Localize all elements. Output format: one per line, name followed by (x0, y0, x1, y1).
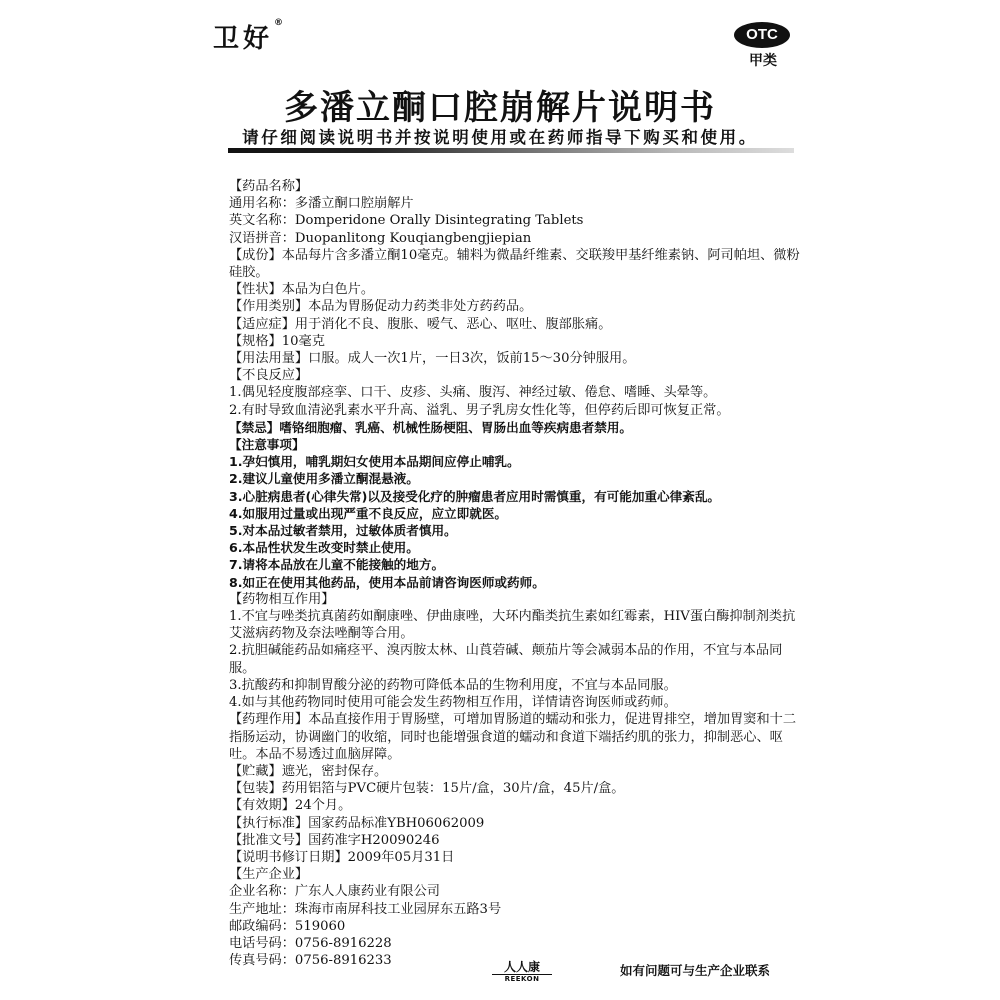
leaflet-line: 【批准文号】国药准字H20090246 (229, 832, 440, 848)
leaflet-line: 电话号码：0756-8916228 (229, 935, 392, 951)
leaflet-line: 【成份】本品每片含多潘立酮10毫克。辅料为微晶纤维素、交联羧甲基纤维素钠、阿司帕坦、微粉硅胶。 (229, 247, 800, 281)
contact-note: 如有问题可与生产企业联系 (620, 963, 771, 978)
leaflet-line: 【性状】本品为白色片。 (229, 282, 375, 298)
leaflet-line: 1.不宜与唑类抗真菌药如酮康唑、伊曲康唑，大环内酯类抗生素如红霉素，HIV蛋白酶抑制剂类抗艾滋病药物及奈法唑酮等合用。 (229, 609, 796, 642)
document-subtitle: 请仔细阅读说明书并按说明使用或在药师指导下购买和使用。 (242, 128, 758, 147)
leaflet-line: 【规格】10毫克 (229, 333, 325, 349)
leaflet-line: 【注意事项】 (229, 437, 305, 453)
brand-logo (213, 18, 283, 55)
leaflet-line: 【生产企业】 (229, 867, 309, 883)
leaflet-line: 4.如服用过量或出现严重不良反应，应立即就医。 (229, 505, 508, 521)
leaflet-line: 6.本品性状发生改变时禁止使用。 (229, 540, 419, 556)
leaflet-line: 【执行标准】国家药品标准YBH06062009 (229, 815, 485, 831)
leaflet-body (229, 178, 800, 969)
leaflet-line: 1.偶见轻度腹部痉挛、口干、皮疹、头痛、腹泻、神经过敏、倦怠、嗜睡、头晕等。 (229, 385, 717, 401)
leaflet-line: 【作用类别】本品为胃肠促动力药类非处方药药品。 (229, 299, 533, 315)
leaflet-line: 【药物相互作用】 (229, 591, 335, 607)
leaflet-line: 4.如与其他药物同时使用可能会发生药物相互作用，详情请咨询医师或药师。 (229, 695, 677, 711)
leaflet-line: 5.对本品过敏者禁用，过敏体质者慎用。 (229, 523, 457, 539)
manufacturer-logo (492, 960, 552, 984)
leaflet-line: 邮政编码：519060 (229, 918, 346, 934)
leaflet-line: 【用法用量】口服。成人一次1片，一日3次，饭前15～30分钟服用。 (229, 351, 636, 367)
leaflet-line: 【药理作用】本品直接作用于胃肠壁，可增加胃肠道的蠕动和张力，促进胃排空，增加胃窦和十二指肠运动，协调幽门的收缩，同时也能增强食道的蠕动和食道下端括约肌的张力，抑制恶心、呕吐。本品不易透过血脑屏障。 (229, 712, 797, 762)
logo-english-text: REEKON (492, 974, 552, 984)
otc-badge: OTC (734, 22, 790, 48)
brand-name: 卫好 (213, 24, 274, 54)
leaflet-line: 【贮藏】遮光，密封保存。 (229, 763, 388, 779)
leaflet-line: 生产地址：珠海市南屏科技工业园屏东五路3号 (229, 901, 502, 917)
leaflet-line: 通用名称：多潘立酮口腔崩解片 (229, 196, 414, 212)
leaflet-line: 【说明书修订日期】2009年05月31日 (229, 849, 455, 865)
leaflet-line: 【有效期】24个月。 (229, 798, 352, 814)
leaflet-line: 2.有时导致血清泌乳素水平升高、溢乳、男子乳房女性化等，但停药后即可恢复正常。 (229, 402, 730, 418)
leaflet-line: 3.心脏病患者(心律失常)以及接受化疗的肿瘤患者应用时需慎重，有可能加重心律紊乱。 (229, 488, 721, 504)
leaflet-line: 企业名称：广东人人康药业有限公司 (229, 884, 440, 900)
leaflet-line: 【药品名称】 (229, 179, 309, 194)
leaflet-line: 英文名称：Domperidone Orally Disintegrating Tablets (229, 213, 584, 229)
leaflet-line: 传真号码：0756-8916233 (229, 953, 392, 969)
leaflet-line: 2.建议儿童使用多潘立酮混悬液。 (229, 471, 419, 487)
document-title: 多潘立酮口腔崩解片说明书 (284, 88, 716, 128)
leaflet-line: 7.请将本品放在儿童不能接触的地方。 (229, 557, 445, 573)
leaflet-line: 【禁忌】嗜铬细胞瘤、乳癌、机械性肠梗阻、胃肠出血等疾病患者禁用。 (229, 419, 632, 435)
leaflet-line: 2.抗胆碱能药品如痛痉平、溴丙胺太林、山莨菪碱、颠茄片等会减弱本品的作用，不宜与本品同服。 (229, 643, 783, 676)
leaflet-line: 【适应症】用于消化不良、腹胀、嗳气、恶心、呕吐、腹部胀痛。 (229, 316, 612, 332)
leaflet-line: 3.抗酸药和抑制胃酸分泌的药物可降低本品的生物利用度，不宜与本品同服。 (229, 677, 677, 693)
leaflet-line: 【不良反应】 (229, 368, 309, 384)
title-divider (228, 148, 794, 153)
leaflet-line: 8.如正在使用其他药品，使用本品前请咨询医师或药师。 (229, 574, 545, 590)
leaflet-line: 【包装】药用铝箔与PVC硬片包装：15片/盒，30片/盒，45片/盒。 (229, 781, 625, 797)
logo-chinese-text: 人人康 (503, 960, 540, 974)
otc-class-label: 甲类 (749, 53, 777, 69)
leaflet-line: 汉语拼音：Duopanlitong Kouqiangbengjiepian (229, 230, 532, 246)
registered-mark: ® (274, 18, 284, 28)
leaflet-line: 1.孕妇慎用，哺乳期妇女使用本品期间应停止哺乳。 (229, 454, 520, 470)
